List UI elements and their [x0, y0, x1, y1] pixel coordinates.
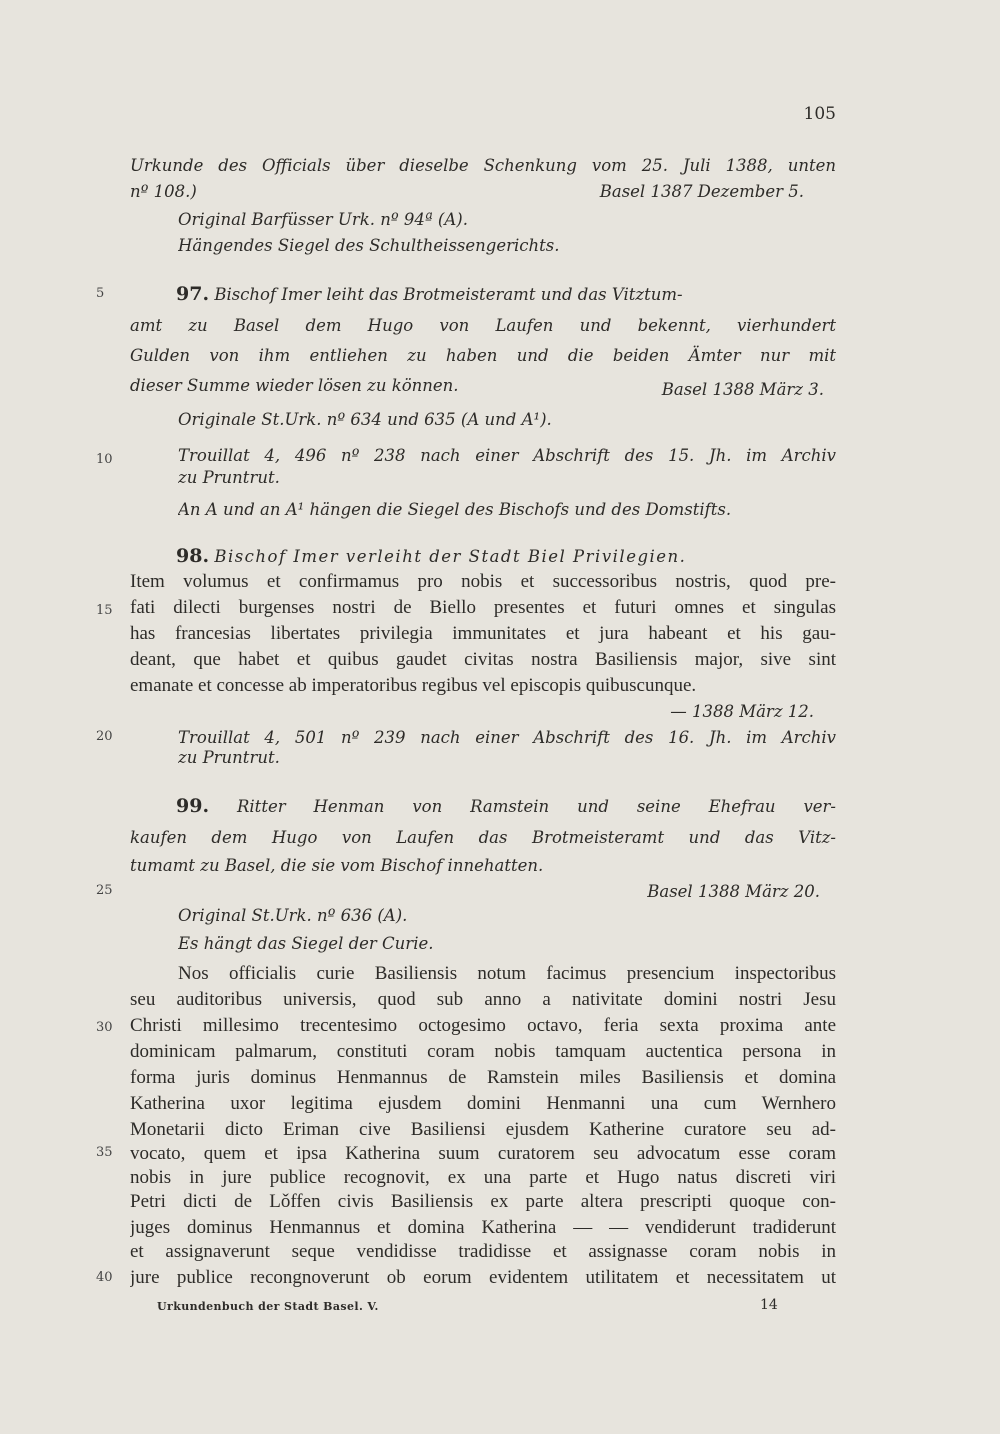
body-line: Monetarii dicto Eriman cive Basiliensi ejusdem Katherine curatore seu ad- — [130, 1119, 836, 1140]
line-number: 30 — [96, 1020, 113, 1035]
entry-number: 98. — [176, 545, 210, 567]
text-line: Urkunde des Officials über dieselbe Schenkung vom 25. Juli 1388, unten — [130, 156, 836, 175]
body-line: forma juris dominus Henmannus de Ramstein miles Basiliensis et domina — [130, 1067, 836, 1088]
source-note: Originale St.Urk. nº 634 und 635 (A und A¹). — [178, 410, 552, 429]
body-line: Item volumus et confirmamus pro nobis et successoribus nostris, quod pre- — [130, 571, 836, 592]
body-line: jure publice recongnoverunt ob eorum evidentem utilitatem et necessitatem ut — [130, 1267, 836, 1288]
text-line: nº 108.) — [130, 182, 197, 201]
entry-heading-line: Gulden von ihm entliehen zu haben und die beiden Ämter nur mit — [130, 346, 836, 365]
source-note: zu Pruntrut. — [178, 468, 280, 487]
body-line: nobis in jure publice recognovit, ex una parte et Hugo natus discreti viri — [130, 1167, 836, 1188]
entry-number: 99. — [176, 795, 210, 817]
entry-heading-line: dieser Summe wieder lösen zu können. — [130, 376, 459, 395]
body-line: has francesias libertates privilegia immunitates et jura habeant et his gau- — [130, 623, 836, 644]
entry-number: 97. — [176, 283, 210, 305]
page-number: 105 — [803, 104, 836, 124]
body-line: Nos officialis curie Basiliensis notum facimus presencium inspectoribus — [178, 963, 836, 984]
signature-mark: 14 — [760, 1297, 778, 1313]
source-note: Original Barfüsser Urk. nº 94ª (A). — [178, 210, 468, 229]
body-line: vocato, quem et ipsa Katherina suum curatorem seu advocatum esse coram — [130, 1143, 836, 1164]
body-line: dominicam palmarum, constituti coram nobis tamquam auctentica persona in — [130, 1041, 836, 1062]
entry-heading-line: tumamt zu Basel, die sie vom Bischof innehatten. — [130, 856, 544, 875]
line-number: 25 — [96, 883, 113, 898]
line-number: 5 — [96, 286, 105, 301]
body-line: et assignaverunt seque vendidisse tradidisse et assignasse coram nobis in — [130, 1241, 836, 1262]
entry-title: Ritter Henman von Ramstein und seine Ehefrau ver- — [236, 797, 836, 816]
body-line: Christi millesimo trecentesimo octogesimo octavo, feria sexta proxima ante — [130, 1015, 836, 1036]
seal-note: An A und an A¹ hängen die Siegel des Bischofs und des Domstifts. — [178, 500, 732, 519]
date-line: Basel 1388 März 20. — [647, 882, 820, 901]
line-number: 15 — [96, 603, 113, 618]
body-line: deant, que habet et quibus gaudet civitas nostra Basiliensis major, sive sint — [130, 649, 836, 670]
line-number: 20 — [96, 729, 113, 744]
entry-heading-line: amt zu Basel dem Hugo von Laufen und bekennt, vierhundert — [130, 316, 836, 335]
date-line: Basel 1387 Dezember 5. — [599, 182, 804, 201]
entry-title: Bischof Imer verleiht der Stadt Biel Privilegien. — [214, 547, 687, 566]
entry-title: Bischof Imer leiht das Brotmeisteramt und das Vitztum- — [214, 285, 683, 304]
body-line: Katherina uxor legitima ejusdem domini Henmanni una cum Wernhero — [130, 1093, 836, 1114]
body-line: juges dominus Henmannus et domina Katherina — — vendiderunt tradiderunt — [130, 1217, 836, 1238]
entry-heading — [176, 282, 836, 307]
line-number: 10 — [96, 452, 113, 467]
line-number: 40 — [96, 1270, 113, 1285]
body-line: seu auditoribus universis, quod sub anno a nativitate domini nostri Jesu — [130, 989, 836, 1010]
seal-note: Hängendes Siegel des Schultheissengerichts. — [178, 236, 560, 255]
entry-heading — [176, 794, 836, 818]
source-note: zu Pruntrut. — [178, 748, 280, 767]
body-line: emanate et concesse ab imperatoribus regibus vel episcopis quibuscunque. — [130, 675, 697, 696]
line-number: 35 — [96, 1145, 113, 1160]
entry-heading-line: kaufen dem Hugo von Laufen das Brotmeisteramt und das Vitz- — [130, 828, 836, 847]
body-line: fati dilecti burgenses nostri de Biello presentes et futuri omnes et singulas — [130, 597, 836, 618]
source-note: Original St.Urk. nº 636 (A). — [178, 906, 408, 925]
source-note: Trouillat 4, 501 nº 239 nach einer Abschrift des 16. Jh. im Archiv — [178, 728, 836, 747]
entry-heading — [176, 544, 836, 569]
body-line: Petri dicti de Lǒffen civis Basiliensis ex parte altera prescripti quoque con- — [130, 1191, 836, 1212]
seal-note: Es hängt das Siegel der Curie. — [178, 934, 434, 953]
book-title: Urkundenbuch der Stadt Basel. V. — [157, 1300, 379, 1313]
date-line: — 1388 März 12. — [670, 702, 814, 721]
date-line: Basel 1388 März 3. — [661, 380, 824, 399]
source-note: Trouillat 4, 496 nº 238 nach einer Abschrift des 15. Jh. im Archiv — [178, 446, 836, 465]
